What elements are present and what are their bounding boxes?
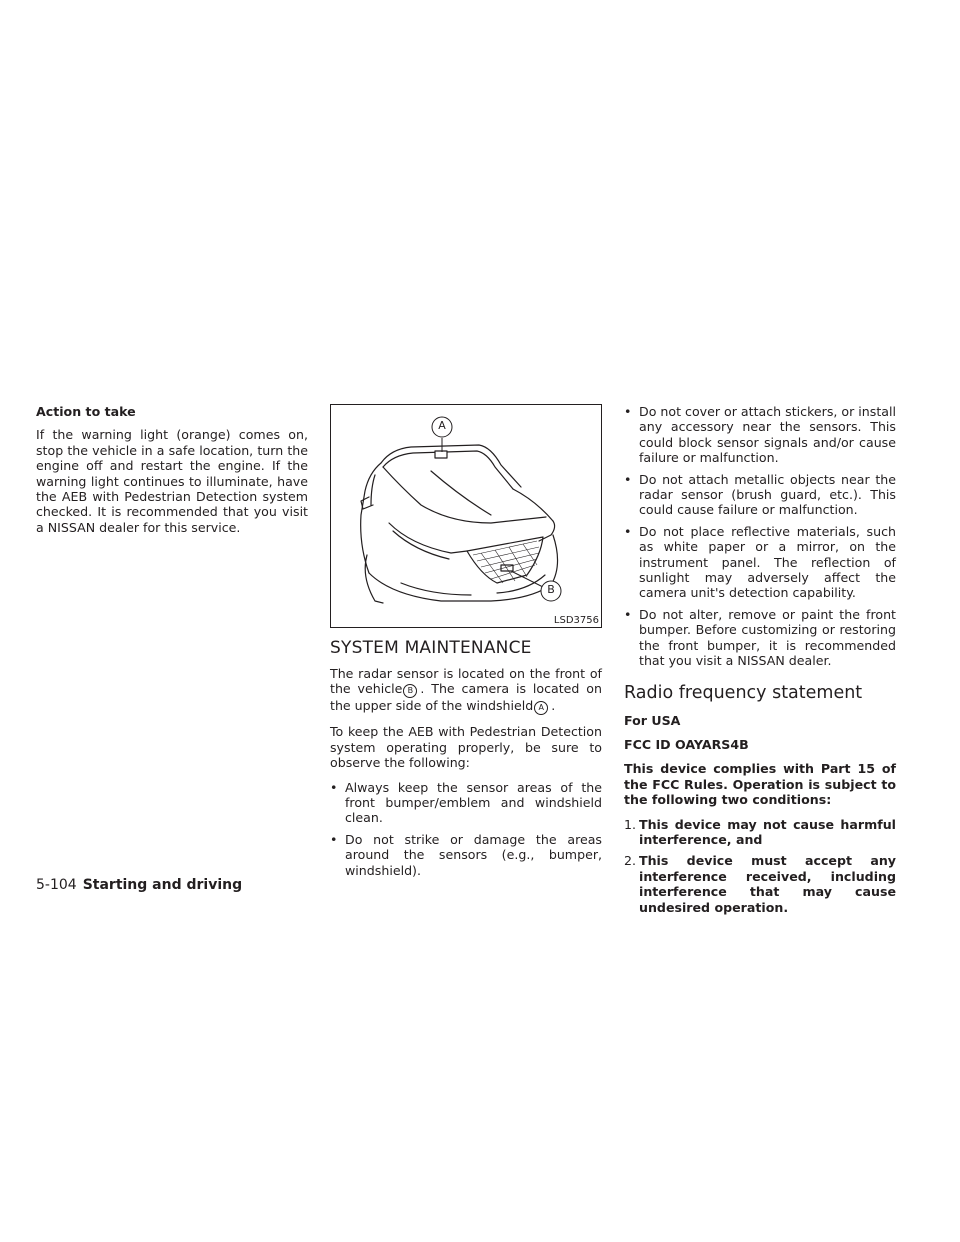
radio-region: For USA (624, 712, 681, 728)
list-item: • Do not attach metallic objects near the radar sensor (brush guard, etc.). This could cause failure or malfunction. (624, 471, 896, 518)
maintenance-paragraph-2: To keep the AEB with Pedestrian Detection system operating properly, be sure to observe the following: (330, 724, 602, 771)
list-item: • Do not alter, remove or paint the front bumper. Before customizing or restoring the front bumper, it is recommended that you visit a NISSAN dealer. (624, 606, 896, 669)
list-item: 2. This device must accept any interference received, including interference that may cause undesired operation. (624, 853, 896, 915)
list-item: • Do not strike or damage the areas around the sensors (e.g., bumper, windshield). (330, 831, 602, 878)
action-heading: Action to take (36, 404, 136, 419)
car-illustration (331, 405, 601, 627)
maintenance-list-continued (624, 404, 896, 669)
list-item: • Do not cover or attach stickers, or install any accessory near the sensors. This could block sensor signals and/or cause failure or malfunction. (624, 404, 896, 466)
maintenance-list (330, 780, 602, 878)
marker-b-icon: B (403, 684, 417, 698)
maintenance-title: SYSTEM MAINTENANCE (330, 638, 532, 658)
column-1 (36, 404, 308, 544)
column-3 (624, 404, 896, 921)
figure-code: LSD3756 (553, 615, 599, 626)
list-item: 1. This device may not cause harmful interference, and (624, 816, 896, 847)
action-paragraph: If the warning light (orange) comes on, stop the vehicle in a safe location, turn the engine off and restart the engine. If the warning light continues to illuminate, have the AEB with Pedestrian Detection system checked. It is recommended that you visit a NISSAN dealer for this service. (36, 427, 308, 535)
callout-a-label: A (438, 419, 446, 432)
fcc-conditions (624, 817, 896, 915)
fcc-id: FCC ID OAYARS4B (624, 736, 749, 752)
list-item: • Do not place reflective materials, such as white paper or a mirror, on the instrument panel. The reflection of sunlight may adversely affect the camera unit's detection capability. (624, 523, 896, 601)
sensor-location-figure (330, 404, 602, 628)
fcc-compliance: This device complies with Part 15 of the FCC Rules. Operation is subject to the following two conditions: (624, 761, 896, 808)
radio-title: Radio frequency statement (624, 682, 863, 703)
marker-a-icon: A (534, 701, 548, 715)
footer-section: Starting and driving (82, 877, 243, 893)
page-footer (36, 877, 242, 893)
maintenance-paragraph-1: The radar sensor is located on the front of the vehicle B . The camera is located on the upper side of the windshield A . (330, 666, 602, 714)
list-item: • Always keep the sensor areas of the front bumper/emblem and windshield clean. (330, 779, 602, 826)
page-number: 5-104 (36, 877, 77, 893)
column-2 (330, 404, 602, 884)
callout-b-label: B (547, 583, 555, 596)
